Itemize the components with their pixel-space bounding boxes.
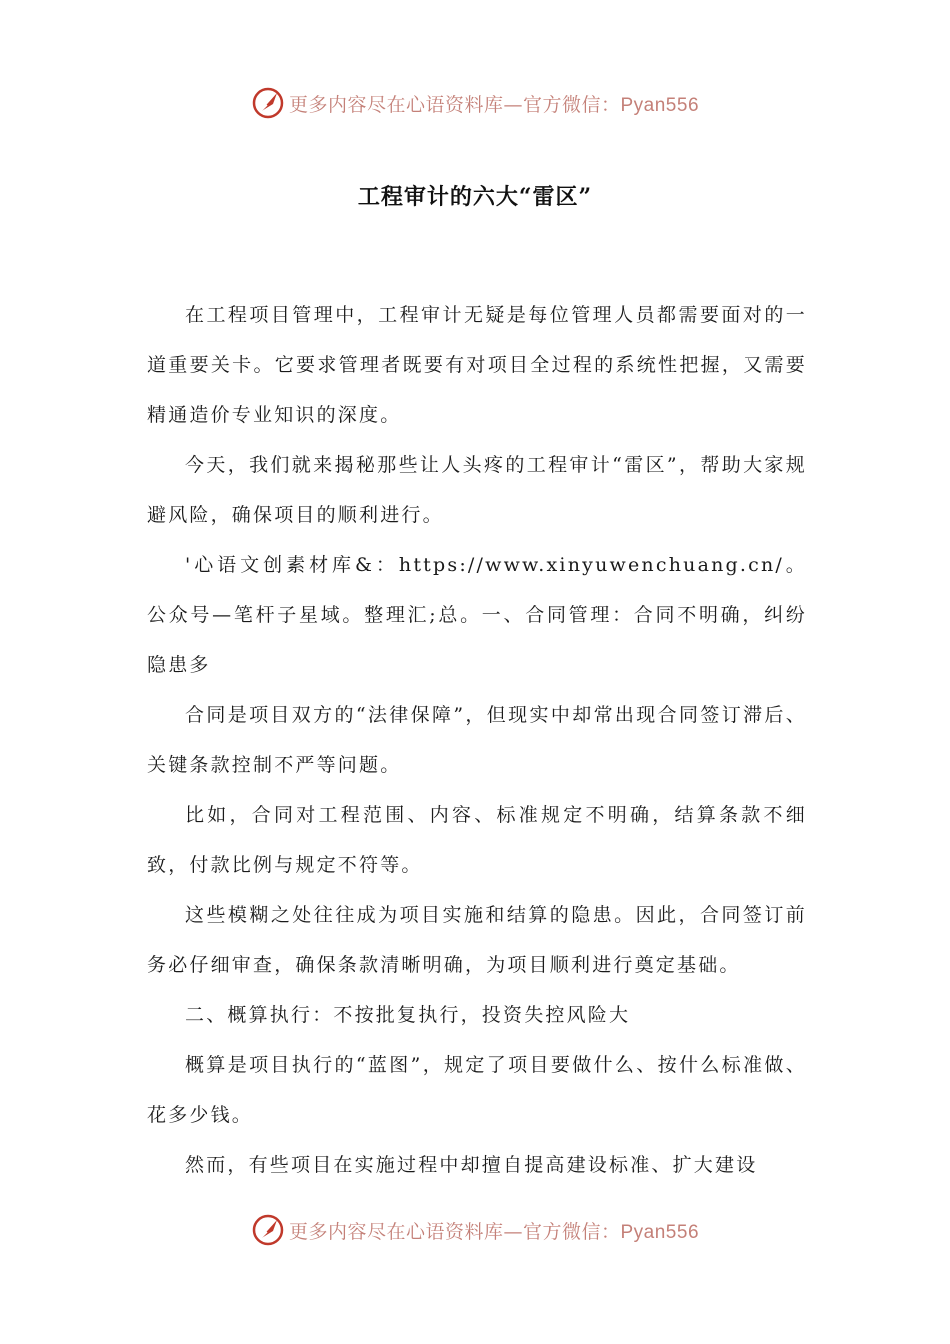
paragraph-contract-guarantee: 合同是项目双方的“法律保障”，但现实中却常出现合同签订滞后、关键条款控制不严等问题。 — [147, 704, 807, 776]
quill-logo-icon — [251, 86, 285, 120]
paragraph-intro: 在工程项目管理中，工程审计无疑是每位管理人员都需要面对的一道重要关卡。它要求管理者既要有对项目全过程的系统性把握，又需要精通造价专业知识的深度。 — [147, 304, 807, 426]
header-banner — [0, 83, 950, 123]
paragraph-estimate-issue: 然而，有些项目在实施过程中却擅自提高建设标准、扩大建设 — [185, 1154, 758, 1176]
paragraph-estimate-blueprint: 概算是项目执行的“蓝图”，规定了项目要做什么、按什么标准做、花多少钱。 — [147, 1054, 807, 1126]
paragraph-section-1: '心语文创素材库&：https://www.xinyuwenchuang.cn/。公众号—笔杆子星域。整理汇;总。一、合同管理：合同不明确，纠纷隐患多 — [147, 554, 807, 676]
paragraph-contract-advice: 这些模糊之处往往成为项目实施和结算的隐患。因此，合同签订前务必仔细审查，确保条款清晰明确，为项目顺利进行奠定基础。 — [147, 904, 807, 976]
wechat-id: Pyan556 — [620, 1221, 700, 1243]
paragraph-contract-example: 比如，合同对工程范围、内容、标准规定不明确，结算条款不细致，付款比例与规定不符等。 — [147, 804, 807, 876]
wechat-id: Pyan556 — [620, 94, 700, 116]
banner-text: 更多内容尽在心语资料库—官方微信：Pyan556 — [288, 93, 700, 116]
paragraph-purpose: 今天，我们就来揭秘那些让人头疼的工程审计“雷区”，帮助大家规避风险，确保项目的顺利进行。 — [147, 454, 807, 526]
quill-logo-icon — [251, 1213, 285, 1247]
document-title: 工程审计的六大“雷区” — [357, 184, 593, 210]
footer-banner — [0, 1210, 950, 1250]
paragraph-section-2-heading: 二、概算执行：不按批复执行，投资失控风险大 — [185, 1004, 631, 1026]
document-body — [147, 290, 807, 1190]
banner-text: 更多内容尽在心语资料库—官方微信：Pyan556 — [288, 1220, 700, 1243]
